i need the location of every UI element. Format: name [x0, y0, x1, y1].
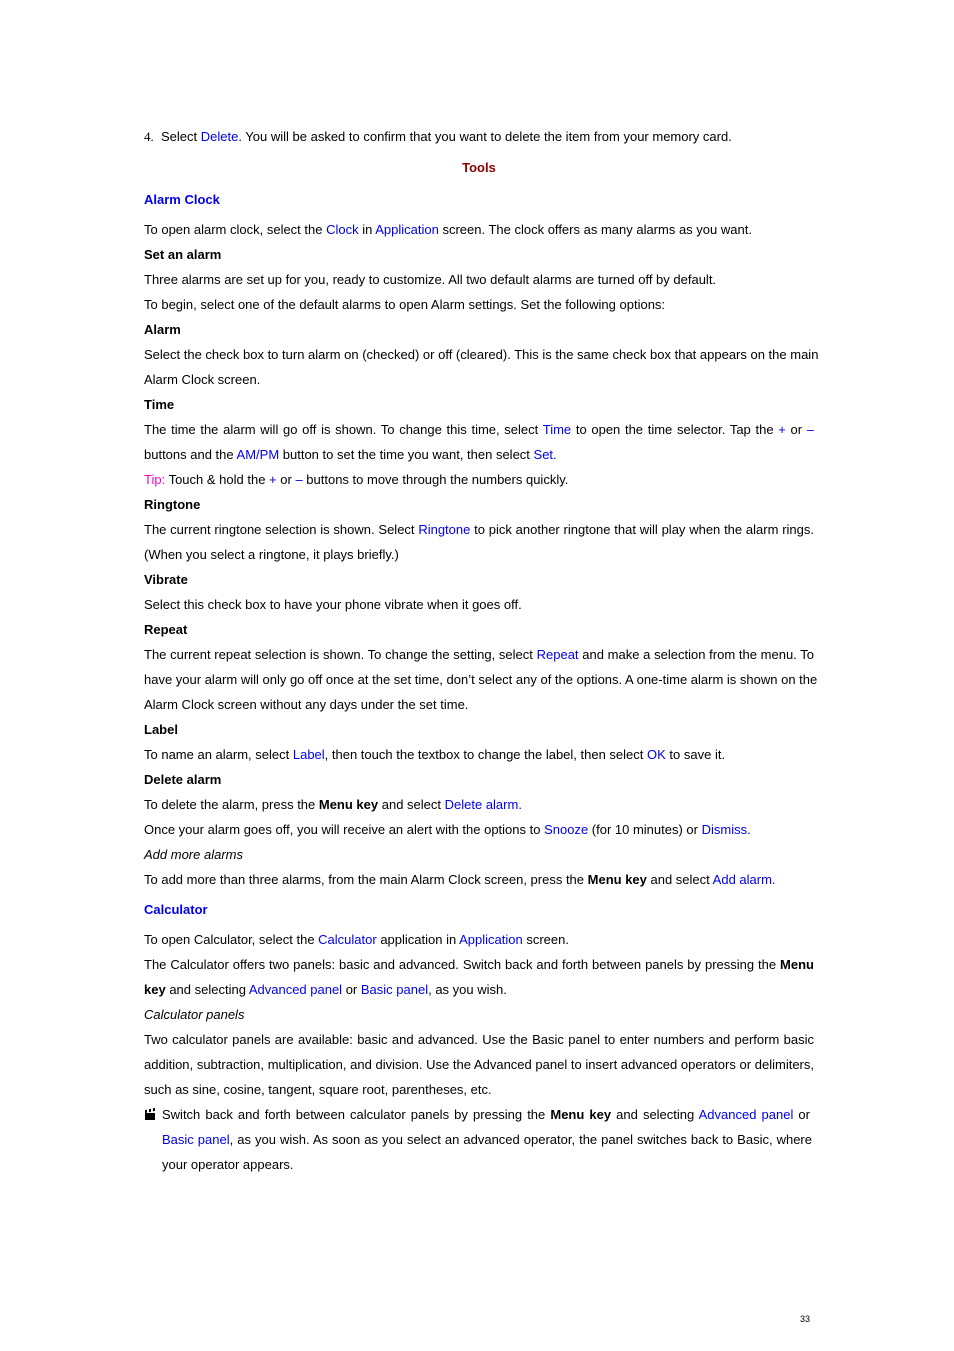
repeat-link[interactable]: Repeat: [536, 647, 579, 662]
snooze-link[interactable]: Snooze: [544, 822, 589, 837]
ok-link[interactable]: OK: [647, 747, 666, 762]
add-alarm-link[interactable]: Add alarm: [712, 872, 772, 887]
step-4: 4. Select Delete. You will be asked to confirm that you want to delete the item from your memory card.: [144, 129, 732, 144]
label-link[interactable]: Label: [292, 747, 325, 762]
paragraph-ringtone-line1: The current ringtone selection is shown. Select Ringtone to pick another ringtone that will play when the alarm rings.: [144, 522, 814, 537]
paragraph-repeat-line3: Alarm Clock screen without any days under the set time.: [144, 697, 469, 712]
calculator-link[interactable]: Calculator: [318, 932, 377, 947]
plus-button-ref[interactable]: +: [778, 422, 786, 437]
alarm-clock-heading: Alarm Clock: [144, 192, 220, 207]
advanced-panel-link[interactable]: Advanced panel: [248, 982, 343, 997]
time-link[interactable]: Time: [542, 422, 572, 437]
paragraph-open-alarm: To open alarm clock, select the Clock in Application screen. The clock offers as many alarms as you want.: [144, 222, 752, 237]
paragraph-vibrate: Select this check box to have your phone vibrate when it goes off.: [144, 597, 522, 612]
paragraph-label: To name an alarm, select Label, then touch the textbox to change the label, then select OK to save it.: [144, 747, 726, 762]
paragraph-add-more: To add more than three alarms, from the main Alarm Clock screen, press the Menu key and select Add alarm.: [144, 872, 776, 887]
time-heading: Time: [144, 397, 175, 412]
repeat-heading: Repeat: [144, 622, 188, 637]
paragraph-begin: To begin, select one of the default alarms to open Alarm settings. Set the following options:: [144, 297, 666, 312]
clapper-icon: [144, 1109, 156, 1120]
ringtone-heading: Ringtone: [144, 497, 201, 512]
paragraph-delete-alarm: To delete the alarm, press the Menu key and select Delete alarm.: [144, 797, 522, 812]
dismiss-link[interactable]: Dismiss: [701, 822, 748, 837]
vibrate-heading: Vibrate: [144, 572, 188, 587]
advanced-panel-link-2[interactable]: Advanced panel: [698, 1107, 794, 1122]
paragraph-time-line1: The time the alarm will go off is shown. To change this time, select Time to open the time selector. Tap the + or –: [144, 422, 814, 437]
calculator-panels-heading: Calculator panels: [144, 1007, 245, 1022]
application-link[interactable]: Application: [375, 222, 439, 237]
ampm-link[interactable]: AM/PM: [236, 447, 280, 462]
tip-line: Tip: Touch & hold the + or – buttons to move through the numbers quickly.: [144, 472, 569, 487]
delete-alarm-heading: Delete alarm: [144, 772, 222, 787]
basic-panel-link[interactable]: Basic panel: [360, 982, 429, 997]
alarm-heading: Alarm: [144, 322, 181, 337]
paragraph-repeat-line2: have your alarm will only go off once at the set time, don’t select any of the options. A one-time alarm is shown on the: [144, 672, 818, 687]
ringtone-link[interactable]: Ringtone: [418, 522, 471, 537]
paragraph-panels-line3: such as sine, cosine, tangent, square root, parentheses, etc.: [144, 1082, 492, 1097]
paragraph-ringtone-line2: (When you select a ringtone, it plays briefly.): [144, 547, 399, 562]
paragraph-time-line2: buttons and the AM/PM button to set the time you want, then select Set.: [144, 447, 557, 462]
add-more-alarms-heading: Add more alarms: [144, 847, 243, 862]
bullet-line1: Switch back and forth between calculator panels by pressing the Menu key and selecting Advanced panel or: [144, 1107, 810, 1123]
tools-heading: Tools: [462, 160, 496, 175]
application-link-2[interactable]: Application: [459, 932, 523, 947]
bullet-line3: your operator appears.: [162, 1157, 294, 1172]
basic-panel-link-2[interactable]: Basic panel: [162, 1132, 230, 1147]
bullet-line2: Basic panel, as you wish. As soon as you select an advanced operator, the panel switches back to Basic, where: [162, 1132, 812, 1147]
delete-alarm-link[interactable]: Delete alarm: [444, 797, 519, 812]
calculator-heading: Calculator: [144, 902, 208, 917]
paragraph-calc-line1: The Calculator offers two panels: basic and advanced. Switch back and forth between panels by pressing the Menu: [144, 957, 814, 972]
minus-button-ref[interactable]: –: [806, 422, 814, 437]
paragraph-panels-line2: addition, subtraction, multiplication, and division. Use the Advanced panel to insert advanced operators or delimiters,: [144, 1057, 814, 1072]
paragraph-alarm-line2: Alarm Clock screen.: [144, 372, 261, 387]
clock-link[interactable]: Clock: [326, 222, 359, 237]
paragraph-alarm-line1: Select the check box to turn alarm on (checked) or off (cleared). This is the same check box that appears on the main: [144, 347, 819, 362]
page-number: 33: [799, 1314, 810, 1324]
paragraph-calc-line2: key and selecting Advanced panel or Basic panel, as you wish.: [144, 982, 507, 997]
label-heading: Label: [144, 722, 178, 737]
set-link[interactable]: Set: [533, 447, 554, 462]
set-alarm-heading: Set an alarm: [144, 247, 222, 262]
paragraph-repeat-line1: The current repeat selection is shown. To change the setting, select Repeat and make a selection from the menu. To: [144, 647, 814, 662]
paragraph-snooze: Once your alarm goes off, you will receive an alert with the options to Snooze (for 10 minutes) or Dismiss.: [144, 822, 751, 837]
paragraph-open-calculator: To open Calculator, select the Calculator application in Application screen.: [144, 932, 569, 947]
paragraph-three-alarms: Three alarms are set up for you, ready to customize. All two default alarms are turned off by default.: [144, 272, 717, 287]
tip-label: Tip:: [144, 472, 166, 487]
paragraph-panels-line1: Two calculator panels are available: basic and advanced. Use the Basic panel to enter numbers and perform basic: [144, 1032, 814, 1047]
delete-link[interactable]: Delete: [200, 129, 239, 144]
